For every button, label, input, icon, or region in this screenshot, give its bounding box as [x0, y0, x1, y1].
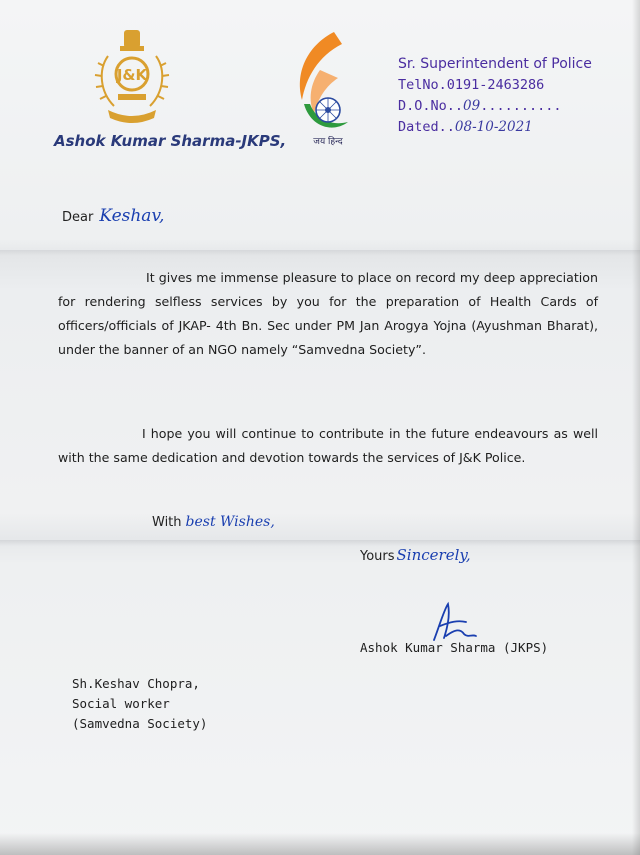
dated-value: 08-10-2021 — [454, 119, 533, 135]
do-number — [398, 96, 592, 117]
telephone-number: TelNo.0191-2463286 — [398, 77, 545, 93]
emblem-lettering: J&K — [116, 66, 148, 84]
paper-edge-shadow — [632, 0, 640, 855]
do-value: 09 — [463, 98, 481, 114]
signer-name: Ashok Kumar Sharma (JKPS) — [360, 640, 549, 655]
recipient-name: Sh.Keshav Chopra, — [72, 676, 200, 691]
salutation-label: Dear — [62, 210, 94, 225]
dated-label: Dated.. — [398, 119, 455, 135]
recipient-address — [72, 674, 207, 734]
do-trail: .......... — [480, 98, 562, 114]
body-paragraph-1: It gives me immense pleasure to place on record my deep appreciation for rendering selfless services by you for the preparation of Health Cards of officers/officials of JKAP- 4th Bn. Sec under PM Jan Arogya Yojna (Ayushman Bharat), under the banner of an NGO namely “Samvedna Society”. — [58, 270, 598, 357]
paper-bottom-shadow — [0, 833, 640, 855]
with-label: With — [152, 515, 182, 530]
jk-police-emblem — [94, 26, 170, 126]
paper-fold — [0, 540, 640, 546]
office-details — [398, 54, 592, 138]
jai-hind-text: जय हिन्द — [313, 137, 343, 147]
body-paragraph-2: I hope you will continue to contribute in the future endeavours as well with the same dedication and devotion towards the services of J&K Police. — [58, 426, 598, 465]
dated — [398, 117, 592, 138]
salutation-name: Keshav, — [99, 206, 165, 226]
do-label: D.O.No.. — [398, 98, 464, 114]
recipient-role: Social worker — [72, 696, 170, 711]
jai-hind-logo — [292, 30, 354, 148]
office-title: Sr. Superintendent of Police — [398, 56, 592, 72]
paper-fold — [0, 250, 640, 256]
sincerely-handwritten: Sincerely, — [396, 546, 471, 564]
valediction — [360, 546, 471, 564]
wishes-handwritten: best Wishes, — [185, 514, 275, 530]
salutation — [62, 206, 164, 226]
closing-wishes — [152, 514, 275, 530]
recipient-org: (Samvedna Society) — [72, 716, 208, 731]
officer-name: Ashok Kumar Sharma-JKPS, — [54, 132, 287, 150]
yours-label: Yours — [360, 549, 395, 564]
